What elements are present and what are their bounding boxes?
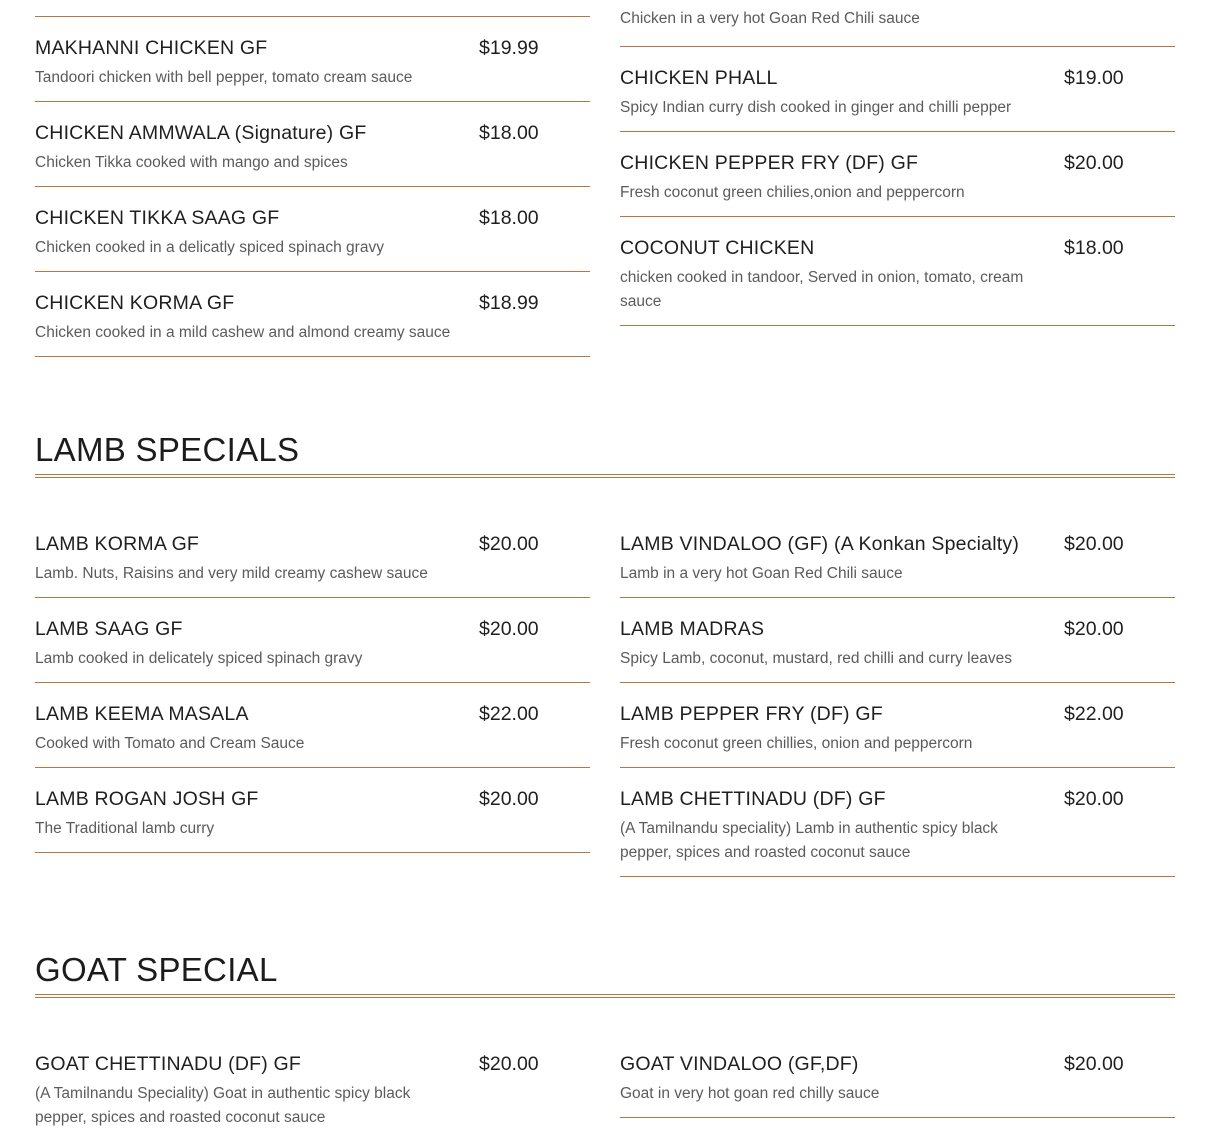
menu-item-price: $18.99 [479, 292, 539, 314]
menu-item-name: LAMB KORMA GF [35, 533, 200, 555]
menu-item [620, 47, 1175, 132]
menu-item [35, 1033, 590, 1142]
menu-item-price: $18.00 [479, 207, 539, 229]
menu-item-description: (A Tamilnandu speciality) Lamb in authentic spicy black pepper, spices and roasted coconut sauce [620, 820, 998, 861]
menu-item-description: The Traditional lamb curry [35, 820, 215, 837]
menu-item [35, 598, 590, 683]
menu-item-description: Chicken cooked in a delicatly spiced spinach gravy [35, 239, 384, 256]
menu-item-description: Spicy Lamb, coconut, mustard, red chilli and curry leaves [620, 650, 1012, 667]
menu-item-price: $18.00 [479, 122, 539, 144]
menu-item-description: Goat in very hot goan red chilly sauce [620, 1085, 880, 1102]
menu-item-price: $22.00 [1064, 703, 1124, 725]
menu-item [620, 683, 1175, 768]
menu-item [35, 513, 590, 598]
menu-item-price: $20.00 [1064, 533, 1124, 555]
menu-item-price: $20.00 [479, 618, 539, 640]
menu-item [35, 768, 590, 853]
menu-item-description: Lamb. Nuts, Raisins and very mild creamy cashew sauce [35, 565, 428, 582]
menu-item-price: $20.00 [1064, 152, 1124, 174]
menu-item-description: Lamb in a very hot Goan Red Chili sauce [620, 565, 903, 582]
menu-item [35, 187, 590, 272]
menu-item-name: GOAT VINDALOO (GF,DF) [620, 1053, 859, 1075]
menu-item [620, 132, 1175, 217]
menu-item-name: CHICKEN KORMA GF [35, 292, 235, 314]
menu-item [35, 683, 590, 768]
menu-item-price: $18.00 [1064, 237, 1124, 259]
menu-item-name: CHICKEN AMMWALA (Signature) GF [35, 122, 367, 144]
menu-item-description: Fresh coconut green chillies, onion and peppercorn [620, 735, 973, 752]
menu-item-price: $22.00 [479, 703, 539, 725]
menu-item-name: CHICKEN PHALL [620, 67, 778, 89]
menu-item [620, 598, 1175, 683]
menu-item-description: Chicken Tikka cooked with mango and spices [35, 154, 348, 171]
menu-item [35, 17, 590, 102]
menu-item-price: $20.00 [479, 533, 539, 555]
menu-item [620, 513, 1175, 598]
section-title-goat: GOAT SPECIAL [35, 951, 278, 988]
menu-item-name: LAMB SAAG GF [35, 618, 183, 640]
menu-item-description: Tandoori chicken with bell pepper, tomato cream sauce [35, 69, 413, 86]
section-divider [35, 994, 1175, 998]
menu-item-description: Chicken in a very hot Goan Red Chili sauce [620, 10, 920, 27]
menu-item-description: Lamb cooked in delicately spiced spinach gravy [35, 650, 363, 667]
lamb-left-column [35, 513, 590, 853]
menu-item-name: CHICKEN PEPPER FRY (DF) GF [620, 152, 919, 174]
menu-item-price: $20.00 [479, 1053, 539, 1075]
section-title-lamb: LAMB SPECIALS [35, 431, 300, 468]
menu-item [35, 272, 590, 357]
menu-item-name: MAKHANNI CHICKEN GF [35, 37, 268, 59]
menu-item-name: LAMB KEEMA MASALA [35, 703, 249, 725]
menu-item-name: LAMB CHETTINADU (DF) GF [620, 788, 886, 810]
menu-item-price: $19.99 [479, 37, 539, 59]
menu-item-name: COCONUT CHICKEN [620, 237, 815, 259]
menu-item-description: Cooked with Tomato and Cream Sauce [35, 735, 305, 752]
section-divider [35, 474, 1175, 478]
menu-item-price: $19.00 [1064, 67, 1124, 89]
menu-item-price: $20.00 [1064, 618, 1124, 640]
menu-item-price: $20.00 [1064, 1053, 1124, 1075]
goat-right-column [620, 1033, 1175, 1118]
menu-item-description: chicken cooked in tandoor, Served in onion, tomato, cream sauce [620, 269, 1024, 310]
menu-item-name: GOAT CHETTINADU (DF) GF [35, 1053, 302, 1075]
lamb-right-column [620, 513, 1175, 877]
menu-item-price: $20.00 [479, 788, 539, 810]
menu-item [620, 1033, 1175, 1118]
menu-item [620, 217, 1175, 326]
menu-item-name: LAMB MADRAS [620, 618, 765, 640]
menu-item-price: $20.00 [1064, 788, 1124, 810]
menu-item-name: LAMB VINDALOO (GF) (A Konkan Specialty) [620, 533, 1020, 555]
goat-left-column [35, 1033, 590, 1142]
chicken-left-column [35, 17, 590, 357]
chicken-right-column [620, 0, 1175, 326]
menu-item-name: LAMB ROGAN JOSH GF [35, 788, 259, 810]
menu-item-partial [620, 0, 1175, 47]
menu-item-description: (A Tamilnandu Speciality) Goat in authentic spicy black pepper, spices and roasted coconut sauce [35, 1085, 411, 1126]
menu-item [620, 768, 1175, 877]
menu-item-description: Spicy Indian curry dish cooked in ginger and chilli pepper [620, 99, 1012, 116]
menu-item-description: Fresh coconut green chilies,onion and peppercorn [620, 184, 965, 201]
menu-item-name: CHICKEN TIKKA SAAG GF [35, 207, 280, 229]
menu-item-name: LAMB PEPPER FRY (DF) GF [620, 703, 883, 725]
menu-item [35, 102, 590, 187]
menu-item-description: Chicken cooked in a mild cashew and almond creamy sauce [35, 324, 451, 341]
